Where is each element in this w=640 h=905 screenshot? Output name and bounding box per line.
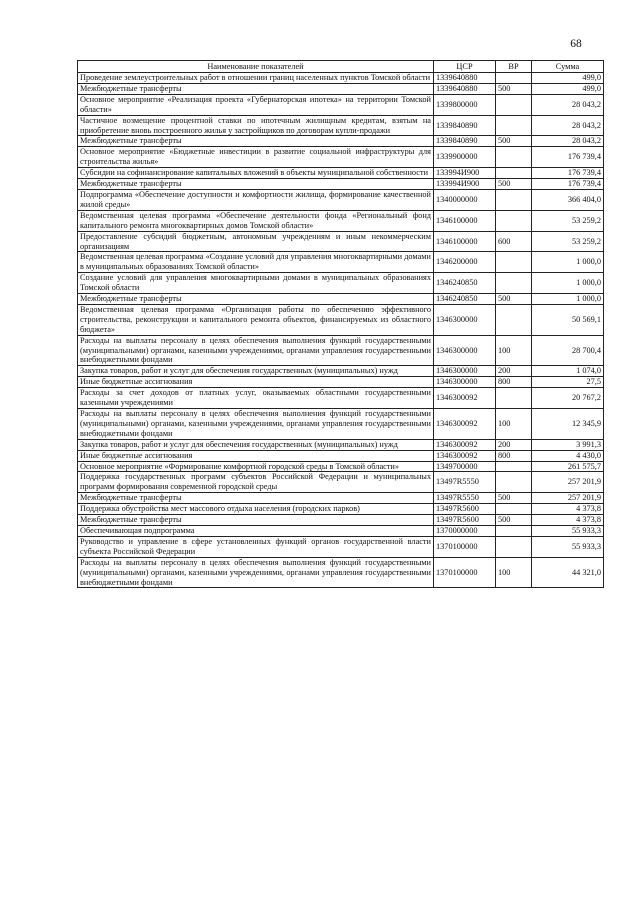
row-sum-cell: 4 430,0	[532, 450, 604, 461]
row-csr-cell: 1370100000	[434, 536, 496, 557]
row-name-cell: Основное мероприятие «Бюджетные инвестиции в развитие социальной инфраструктуры для строительства жилья»	[78, 147, 434, 168]
row-vr-cell	[496, 461, 532, 472]
row-csr-cell: 1340000000	[434, 189, 496, 210]
row-name-cell: Межбюджетные трансферты	[78, 294, 434, 305]
row-csr-cell: 1346200000	[434, 252, 496, 273]
row-sum-cell: 366 404,0	[532, 189, 604, 210]
row-name-cell: Частичное возмещение процентной ставки по ипотечным жилищным кредитам, взятым на приобретение вновь построенного жилья у застройщиков по договорам купли-продажи	[78, 115, 434, 136]
row-vr-cell: 600	[496, 231, 532, 252]
table-row	[78, 179, 604, 190]
row-name-cell: Закупка товаров, работ и услуг для обеспечения государственных (муниципальных) нужд	[78, 366, 434, 377]
row-name-cell: Межбюджетные трансферты	[78, 493, 434, 504]
table-row	[78, 366, 604, 377]
row-vr-cell	[496, 273, 532, 294]
row-csr-cell: 1346300000	[434, 377, 496, 388]
row-sum-cell: 53 259,2	[532, 210, 604, 231]
table-row	[78, 472, 604, 493]
row-vr-cell	[496, 210, 532, 231]
row-name-cell: Межбюджетные трансферты	[78, 136, 434, 147]
row-csr-cell: 1346300092	[434, 409, 496, 440]
row-vr-cell	[496, 504, 532, 515]
row-vr-cell: 100	[496, 335, 532, 366]
row-name-cell: Основное мероприятие «Формирование комфортной городской среды в Томской области»	[78, 461, 434, 472]
table-header-row	[78, 61, 604, 73]
row-name-cell: Расходы на выплаты персоналу в целях обеспечения выполнения функций государственными (муниципальными) органами, казенными учреждениями, органами управления государственными внебюджетными фондами	[78, 557, 434, 588]
table-row	[78, 73, 604, 84]
row-csr-cell: 1346300000	[434, 304, 496, 335]
row-csr-cell: 1349700000	[434, 461, 496, 472]
row-sum-cell: 53 259,2	[532, 231, 604, 252]
row-csr-cell: 1346100000	[434, 210, 496, 231]
row-name-cell: Иные бюджетные ассигнования	[78, 450, 434, 461]
row-name-cell: Обеспечивающая подпрограмма	[78, 525, 434, 536]
row-csr-cell: 1370000000	[434, 525, 496, 536]
row-name-cell: Проведение землеустроительных работ в отношении границ населенных пунктов Томской области	[78, 73, 434, 84]
row-name-cell: Закупка товаров, работ и услуг для обеспечения государственных (муниципальных) нужд	[78, 439, 434, 450]
row-sum-cell: 499,0	[532, 73, 604, 84]
table-body	[78, 73, 604, 588]
table-row	[78, 504, 604, 515]
row-sum-cell: 4 373,8	[532, 504, 604, 515]
row-name-cell: Ведомственная целевая программа «Обеспечение деятельности фонда «Региональный фонд капитального ремонта многоквартирных домов Томской области»	[78, 210, 434, 231]
row-sum-cell: 28 043,2	[532, 115, 604, 136]
row-vr-cell	[496, 472, 532, 493]
table-row	[78, 335, 604, 366]
table-row	[78, 294, 604, 305]
row-vr-cell: 500	[496, 83, 532, 94]
row-name-cell: Ведомственная целевая программа «Создание условий для управления многоквартирными домами в муниципальных образованиях Томской области»	[78, 252, 434, 273]
row-csr-cell: 1346300000	[434, 366, 496, 377]
table-row	[78, 83, 604, 94]
row-csr-cell: 1346100000	[434, 231, 496, 252]
row-name-cell: Межбюджетные трансферты	[78, 179, 434, 190]
row-name-cell: Руководство и управление в сфере установленных функций органов государственной власти субъекта Российской Федерации	[78, 536, 434, 557]
table-row	[78, 388, 604, 409]
row-vr-cell: 800	[496, 377, 532, 388]
table-row	[78, 304, 604, 335]
table-row	[78, 525, 604, 536]
row-vr-cell	[496, 168, 532, 179]
row-vr-cell: 500	[496, 515, 532, 526]
row-sum-cell: 55 933,3	[532, 525, 604, 536]
table-row	[78, 147, 604, 168]
table-row	[78, 377, 604, 388]
table-row	[78, 515, 604, 526]
row-sum-cell: 176 739,4	[532, 179, 604, 190]
row-sum-cell: 257 201,9	[532, 472, 604, 493]
table-row	[78, 136, 604, 147]
row-name-cell: Расходы на выплаты персоналу в целях обеспечения выполнения функций государственными (муниципальными) органами, казенными учреждениями, органами управления государственными внебюджетными фондами	[78, 409, 434, 440]
row-csr-cell: 1370100000	[434, 557, 496, 588]
row-csr-cell: 1339800000	[434, 94, 496, 115]
row-sum-cell: 28 043,2	[532, 136, 604, 147]
row-name-cell: Создание условий для управления многоквартирными домами в муниципальных образованиях Томской области	[78, 273, 434, 294]
row-sum-cell: 176 739,4	[532, 147, 604, 168]
table-row	[78, 409, 604, 440]
row-name-cell: Иные бюджетные ассигнования	[78, 377, 434, 388]
row-csr-cell: 1346300092	[434, 388, 496, 409]
row-vr-cell: 200	[496, 439, 532, 450]
table-row	[78, 439, 604, 450]
table-row	[78, 450, 604, 461]
row-csr-cell: 1339640880	[434, 83, 496, 94]
page-number: 68	[570, 38, 582, 50]
row-vr-cell	[496, 388, 532, 409]
row-sum-cell: 1 000,0	[532, 294, 604, 305]
header-csr: ЦСР	[434, 61, 496, 73]
row-sum-cell: 1 074,0	[532, 366, 604, 377]
row-csr-cell: 13497R5600	[434, 504, 496, 515]
row-vr-cell	[496, 73, 532, 84]
row-vr-cell	[496, 94, 532, 115]
table-row	[78, 189, 604, 210]
row-csr-cell: 1339640880	[434, 73, 496, 84]
row-csr-cell: 1346300000	[434, 335, 496, 366]
table-row	[78, 168, 604, 179]
table-row	[78, 94, 604, 115]
row-name-cell: Расходы на выплаты персоналу в целях обеспечения выполнения функций государственными (муниципальными) органами, казенными учреждениями, органами управления государственными внебюджетными фондами	[78, 335, 434, 366]
row-sum-cell: 20 767,2	[532, 388, 604, 409]
row-vr-cell	[496, 536, 532, 557]
table-row	[78, 493, 604, 504]
row-vr-cell	[496, 304, 532, 335]
header-vr: ВР	[496, 61, 532, 73]
row-csr-cell: 13497R5550	[434, 472, 496, 493]
row-vr-cell	[496, 525, 532, 536]
header-name: Наименование показателей	[78, 61, 434, 73]
row-name-cell: Предоставление субсидий бюджетным, автономным учреждениям и иным некоммерческим организациям	[78, 231, 434, 252]
table-row	[78, 115, 604, 136]
row-vr-cell: 200	[496, 366, 532, 377]
table-row	[78, 252, 604, 273]
row-name-cell: Подпрограмма «Обеспечение доступности и комфортности жилища, формирование качественной жилой среды»	[78, 189, 434, 210]
row-sum-cell: 4 373,8	[532, 515, 604, 526]
row-csr-cell: 1346300092	[434, 439, 496, 450]
row-name-cell: Поддержка обустройства мест массового отдыха населения (городских парков)	[78, 504, 434, 515]
row-name-cell: Межбюджетные трансферты	[78, 515, 434, 526]
row-csr-cell: 1339840890	[434, 136, 496, 147]
row-sum-cell: 257 201,9	[532, 493, 604, 504]
row-sum-cell: 27,5	[532, 377, 604, 388]
row-sum-cell: 1 000,0	[532, 273, 604, 294]
row-sum-cell: 499,0	[532, 83, 604, 94]
table-row	[78, 210, 604, 231]
row-sum-cell: 12 345,9	[532, 409, 604, 440]
row-sum-cell: 3 991,3	[532, 439, 604, 450]
row-csr-cell: 133994И900	[434, 179, 496, 190]
row-csr-cell: 13497R5550	[434, 493, 496, 504]
row-vr-cell: 500	[496, 493, 532, 504]
row-csr-cell: 13497R5600	[434, 515, 496, 526]
table-row	[78, 273, 604, 294]
table-row	[78, 231, 604, 252]
row-sum-cell: 28 043,2	[532, 94, 604, 115]
row-vr-cell: 800	[496, 450, 532, 461]
row-vr-cell: 500	[496, 136, 532, 147]
row-name-cell: Межбюджетные трансферты	[78, 83, 434, 94]
row-csr-cell: 1346240850	[434, 294, 496, 305]
table-row	[78, 557, 604, 588]
row-name-cell: Поддержка государственных программ субъектов Российской Федерации и муниципальных программ формирования современной городской среды	[78, 472, 434, 493]
row-sum-cell: 28 700,4	[532, 335, 604, 366]
row-csr-cell: 1346240850	[434, 273, 496, 294]
row-vr-cell	[496, 189, 532, 210]
row-csr-cell: 1339840890	[434, 115, 496, 136]
row-vr-cell	[496, 115, 532, 136]
budget-table	[77, 60, 604, 588]
row-vr-cell: 100	[496, 409, 532, 440]
row-sum-cell: 44 321,0	[532, 557, 604, 588]
row-csr-cell: 1346300092	[434, 450, 496, 461]
row-vr-cell: 500	[496, 294, 532, 305]
row-sum-cell: 50 569,1	[532, 304, 604, 335]
header-sum: Сумма	[532, 61, 604, 73]
row-vr-cell	[496, 252, 532, 273]
row-name-cell: Ведомственная целевая программа «Организация работы по обеспечению эффективного строительства, реконструкции и капитального ремонта объектов, финансируемых из областного бюджета»	[78, 304, 434, 335]
row-csr-cell: 1339900000	[434, 147, 496, 168]
row-vr-cell: 100	[496, 557, 532, 588]
row-name-cell: Основное мероприятие «Реализация проекта «Губернаторская ипотека» на территории Томской области»	[78, 94, 434, 115]
row-sum-cell: 176 739,4	[532, 168, 604, 179]
row-vr-cell	[496, 147, 532, 168]
row-vr-cell: 500	[496, 179, 532, 190]
row-sum-cell: 1 000,0	[532, 252, 604, 273]
row-name-cell: Субсидии на софинансирование капитальных вложений в объекты муниципальной собственности	[78, 168, 434, 179]
row-sum-cell: 55 933,3	[532, 536, 604, 557]
row-sum-cell: 261 575,7	[532, 461, 604, 472]
row-name-cell: Расходы за счет доходов от платных услуг, оказываемых областными государственными казенными учреждениями	[78, 388, 434, 409]
table-row	[78, 461, 604, 472]
row-csr-cell: 133994И900	[434, 168, 496, 179]
table-row	[78, 536, 604, 557]
